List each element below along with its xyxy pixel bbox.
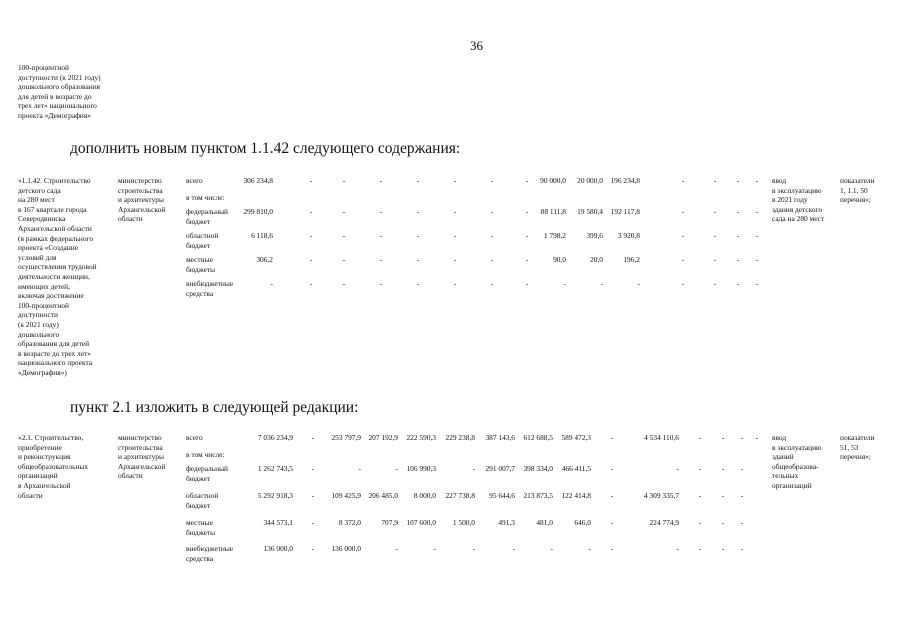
amount-cell: 109 425,9 [331, 491, 361, 500]
amount-cell: - [309, 207, 313, 216]
amount-cell: 107 600,0 [406, 518, 436, 527]
amount-cell: - [453, 279, 457, 288]
amount-cell: - [309, 279, 313, 288]
amount-cell: 207 192,9 [368, 433, 398, 442]
amount-cell: - [525, 207, 529, 216]
funding-source-label: в том числе: [186, 193, 225, 202]
amount-cell: 206 485,0 [368, 491, 398, 500]
amount-cell: 612 688,5 [523, 433, 553, 442]
fragment-line: проекта «Демография» [18, 110, 91, 120]
amount-cell: - [721, 464, 725, 473]
amount-cell: - [309, 255, 313, 264]
amount-cell: - [453, 176, 457, 185]
executor-line: и архитектуры [118, 195, 164, 205]
amount-cell: - [740, 433, 744, 442]
amount-cell: - [740, 544, 744, 553]
item-text-line: включая достижение [18, 291, 84, 301]
amount-cell: - [600, 279, 603, 288]
amount-cell: - [379, 279, 383, 288]
item-text-line: на 280 мест [18, 195, 55, 205]
amount-cell: - [416, 279, 420, 288]
item-text-line: в 167 квартале города [18, 204, 87, 214]
fragment-line: 100-процентной [18, 63, 69, 72]
funding-source-label: областной [186, 231, 219, 240]
amount-cell: - [379, 207, 383, 216]
executor-line: Архангельской [118, 204, 166, 214]
item-text-line: (в рамках федерального [18, 233, 94, 243]
item-text-line: общеобразовательных [18, 461, 89, 471]
amount-cell: - [755, 207, 759, 216]
amount-cell: - [512, 544, 515, 553]
amount-cell: - [309, 231, 313, 240]
amount-cell: - [698, 433, 702, 442]
amount-cell: 481,0 [536, 518, 553, 527]
amount-cell: - [588, 544, 591, 553]
amount-cell: - [379, 255, 383, 264]
amount-cell: - [676, 464, 679, 473]
funding-source-label: местные [186, 518, 213, 527]
executor-line: области [118, 214, 143, 224]
amount-cell: - [453, 207, 457, 216]
amount-cell: - [342, 255, 346, 264]
amount-cell: - [525, 255, 529, 264]
amount-cell: - [681, 279, 685, 288]
indicator-line: перечня»; [840, 452, 871, 462]
executor-line: и архитектуры [118, 452, 164, 462]
funding-source-label: бюджет [186, 500, 211, 510]
amount-cell: - [721, 433, 725, 442]
amount-cell: 1 500,0 [452, 518, 475, 527]
amount-cell: - [379, 231, 383, 240]
amount-cell: - [637, 279, 640, 288]
result-line: сада на 280 мест [772, 214, 825, 224]
amount-cell: - [563, 279, 566, 288]
amount-cell: 466 411,5 [561, 464, 591, 473]
amount-cell: 224 774,9 [649, 518, 679, 527]
amount-cell: - [416, 255, 420, 264]
amount-cell: 122 414,8 [561, 491, 591, 500]
amount-cell: - [713, 176, 717, 185]
executor-line: министерство [118, 176, 162, 185]
amount-cell: 136 000,0 [331, 544, 361, 553]
item-text-line: образования для детей [18, 339, 90, 349]
funding-source-label: средства [186, 553, 214, 563]
funding-source-label: внебюджетные [186, 544, 234, 553]
amount-cell: 646,0 [574, 518, 591, 527]
indicator-line: перечня»; [840, 195, 871, 205]
result-line: зданий [772, 452, 794, 462]
executor-line: строительства [118, 185, 163, 195]
executor-line: строительства [118, 442, 163, 452]
heading-edit-item: пункт 2.1 изложить в следующей редакции: [70, 399, 359, 416]
amount-cell: - [740, 491, 744, 500]
amount-cell: 229 238,8 [445, 433, 475, 442]
item-text-line: Северодвинска [18, 214, 66, 224]
amount-cell: - [472, 544, 475, 553]
amount-cell: - [311, 491, 315, 500]
item-text-line: в Архангельской [18, 481, 71, 490]
item-text-line: деятельности женщин, [18, 272, 90, 281]
indicator-line: показатели [840, 176, 875, 185]
amount-cell: - [490, 255, 494, 264]
result-line: ввод [772, 433, 787, 442]
amount-cell: - [610, 544, 614, 553]
amount-cell: - [490, 176, 494, 185]
item-text-line: условий для [18, 252, 57, 262]
amount-cell: - [681, 176, 685, 185]
amount-cell: 8 372,0 [338, 518, 361, 527]
amount-cell: - [721, 491, 725, 500]
result-line: здания детского [772, 204, 823, 214]
amount-cell: - [416, 176, 420, 185]
amount-cell: - [395, 544, 398, 553]
amount-cell: - [610, 491, 614, 500]
amount-cell: - [525, 176, 529, 185]
executor-line: министерство [118, 433, 162, 442]
fragment-line: дошкольного образования [18, 82, 101, 92]
funding-source-label: областной [186, 491, 219, 500]
amount-cell: 136 000,0 [263, 544, 293, 553]
item-text-line: 100-процентной [18, 300, 69, 310]
amount-cell: - [342, 231, 346, 240]
result-line: ввод [772, 176, 787, 185]
indicator-line: показатели [840, 433, 875, 442]
amount-cell: - [490, 207, 494, 216]
amount-cell: - [395, 464, 398, 473]
item-text-line: Архангельской области [18, 224, 92, 233]
item-text-line: национального проекта [18, 358, 93, 368]
funding-source-label: бюджет [186, 473, 211, 483]
funding-source-label: всего [186, 433, 203, 442]
amount-cell: 6 118,6 [251, 231, 273, 240]
amount-cell: 1 262 743,5 [257, 464, 293, 473]
amount-cell: - [698, 544, 702, 553]
amount-cell: 5 292 918,3 [257, 491, 293, 500]
amount-cell: 299 810,0 [243, 207, 273, 216]
amount-cell: - [358, 464, 361, 473]
fragment-line: доступности (к 2021 году) [18, 72, 101, 82]
amount-cell: 253 797,9 [331, 433, 361, 442]
funding-source-label: бюджеты [186, 527, 216, 537]
result-line: в эксплуатацию [772, 442, 822, 452]
amount-cell: - [676, 544, 679, 553]
result-line: в эксплуатацию [772, 185, 822, 195]
amount-cell: - [698, 464, 702, 473]
amount-cell: 4 309 335,7 [643, 491, 679, 500]
amount-cell: - [713, 255, 717, 264]
funding-source-label: местные [186, 255, 213, 264]
amount-cell: - [698, 491, 702, 500]
amount-cell: - [755, 176, 759, 185]
amount-cell: - [698, 518, 702, 527]
amount-cell: - [311, 464, 315, 473]
amount-cell: 589 472,3 [561, 433, 591, 442]
amount-cell: - [525, 231, 529, 240]
amount-cell: 491,3 [498, 518, 515, 527]
amount-cell: - [721, 544, 725, 553]
amount-cell: - [755, 231, 759, 240]
amount-cell: - [755, 255, 759, 264]
amount-cell: 90,0 [553, 255, 566, 264]
amount-cell: - [610, 433, 614, 442]
funding-source-label: бюджет [186, 240, 211, 250]
funding-source-label: бюджет [186, 216, 211, 226]
item-text-line: (к 2021 году) [18, 320, 59, 329]
amount-cell: 20,0 [590, 255, 603, 264]
amount-cell: - [311, 518, 315, 527]
amount-cell: 222 590,3 [406, 433, 436, 442]
amount-cell: - [736, 176, 740, 185]
indicator-line: 51, 53 [840, 442, 859, 452]
amount-cell: 306 234,8 [243, 176, 273, 185]
amount-cell: - [453, 255, 457, 264]
item-text-line: «Демография») [18, 368, 67, 377]
amount-cell: 196,2 [623, 255, 640, 264]
amount-cell: - [721, 518, 725, 527]
funding-source-label: федеральный [186, 464, 228, 473]
result-line: общеобразова- [772, 461, 819, 471]
amount-cell: 8 000,0 [413, 491, 436, 500]
amount-cell: 106 990,3 [406, 464, 436, 473]
amount-cell: - [472, 464, 475, 473]
amount-cell: 387 143,6 [485, 433, 515, 442]
fragment-line: для детей в возрасте до [18, 91, 92, 101]
executor-line: Архангельской [118, 461, 166, 471]
amount-cell: 306,2 [256, 255, 273, 264]
amount-cell: - [610, 518, 614, 527]
amount-cell: - [525, 279, 529, 288]
heading-add-item: дополнить новым пунктом 1.1.42 следующего содержания: [70, 140, 461, 157]
amount-cell: - [342, 207, 346, 216]
amount-cell: 4 534 110,6 [644, 433, 679, 442]
amount-cell: - [550, 544, 553, 553]
amount-cell: - [681, 207, 685, 216]
amount-cell: 1 798,2 [543, 231, 566, 240]
amount-cell: 20 000,0 [577, 176, 603, 185]
amount-cell: - [736, 207, 740, 216]
amount-cell: 344 573,1 [263, 518, 293, 527]
item-text-line: области [18, 490, 43, 500]
top-fragment [18, 63, 101, 121]
item-text-line: «2.1. Строительство, [18, 433, 84, 442]
amount-cell: 399,6 [586, 231, 603, 240]
amount-cell: 88 111,8 [540, 207, 566, 216]
amount-cell: - [311, 544, 315, 553]
amount-cell: - [610, 464, 614, 473]
amount-cell: - [740, 518, 744, 527]
item-text-line: осуществления трудовой [18, 262, 97, 272]
funding-source-label: внебюджетные [186, 279, 234, 288]
funding-source-label: бюджеты [186, 264, 216, 274]
item-text-line: дошкольного [18, 329, 60, 339]
amount-cell: - [416, 231, 420, 240]
amount-cell: - [713, 207, 717, 216]
amount-cell: 90 000,0 [540, 176, 566, 185]
amount-cell: - [755, 433, 759, 442]
amount-cell: - [311, 433, 315, 442]
amount-cell: - [713, 279, 717, 288]
result-line: организаций [772, 481, 812, 490]
amount-cell: - [453, 231, 457, 240]
amount-cell: - [736, 279, 740, 288]
amount-cell: 291 007,7 [485, 464, 515, 473]
item-text-line: и реконструкция [18, 452, 71, 462]
amount-cell: - [681, 231, 685, 240]
amount-cell: 196 234,8 [610, 176, 640, 185]
amount-cell: 95 644,6 [489, 491, 515, 500]
funding-source-label: федеральный [186, 207, 228, 216]
amount-cell: 227 738,8 [445, 491, 475, 500]
fragment-line: трех лет» национального [18, 101, 97, 111]
result-line: в 2021 году [772, 195, 808, 205]
amount-cell: - [433, 544, 436, 553]
amount-cell: - [736, 255, 740, 264]
amount-cell: 398 334,0 [523, 464, 553, 473]
result-line: тельных [772, 471, 799, 481]
amount-cell: - [490, 231, 494, 240]
amount-cell: - [755, 279, 759, 288]
item-text-line: имеющих детей, [18, 281, 70, 291]
amount-cell: - [342, 176, 346, 185]
amount-cell: - [713, 231, 717, 240]
amount-cell: - [309, 176, 313, 185]
amount-cell: 192 117,8 [610, 207, 640, 216]
amount-cell: 19 580,4 [577, 207, 603, 216]
item-text-line: в возрасте до трех лет» [18, 348, 91, 358]
amount-cell: - [379, 176, 383, 185]
funding-source-label: средства [186, 288, 214, 298]
item-text-line: приобретение [18, 442, 62, 452]
amount-cell: 3 920,8 [617, 231, 640, 240]
funding-source-label: в том числе: [186, 450, 225, 459]
amount-cell: 7 036 234,9 [257, 433, 293, 442]
amount-cell: - [270, 279, 273, 288]
amount-cell: - [736, 231, 740, 240]
item-text-line: «1.1.42. Строительство [18, 176, 91, 185]
amount-cell: - [681, 255, 685, 264]
item-text-line: организаций [18, 471, 58, 481]
amount-cell: - [740, 464, 744, 473]
amount-cell: - [490, 279, 494, 288]
page-number: 36 [470, 38, 483, 53]
amount-cell: 707,9 [381, 518, 398, 527]
item-text-line: детского сада [18, 185, 61, 195]
funding-source-label: всего [186, 176, 203, 185]
indicator-line: 1, 1.1, 50 [840, 185, 868, 195]
item-text-line: доступности [18, 310, 59, 320]
amount-cell: - [416, 207, 420, 216]
executor-line: области [118, 471, 143, 481]
item-text-line: проекта «Создание [18, 243, 78, 253]
amount-cell: 213 873,5 [523, 491, 553, 500]
amount-cell: - [342, 279, 346, 288]
